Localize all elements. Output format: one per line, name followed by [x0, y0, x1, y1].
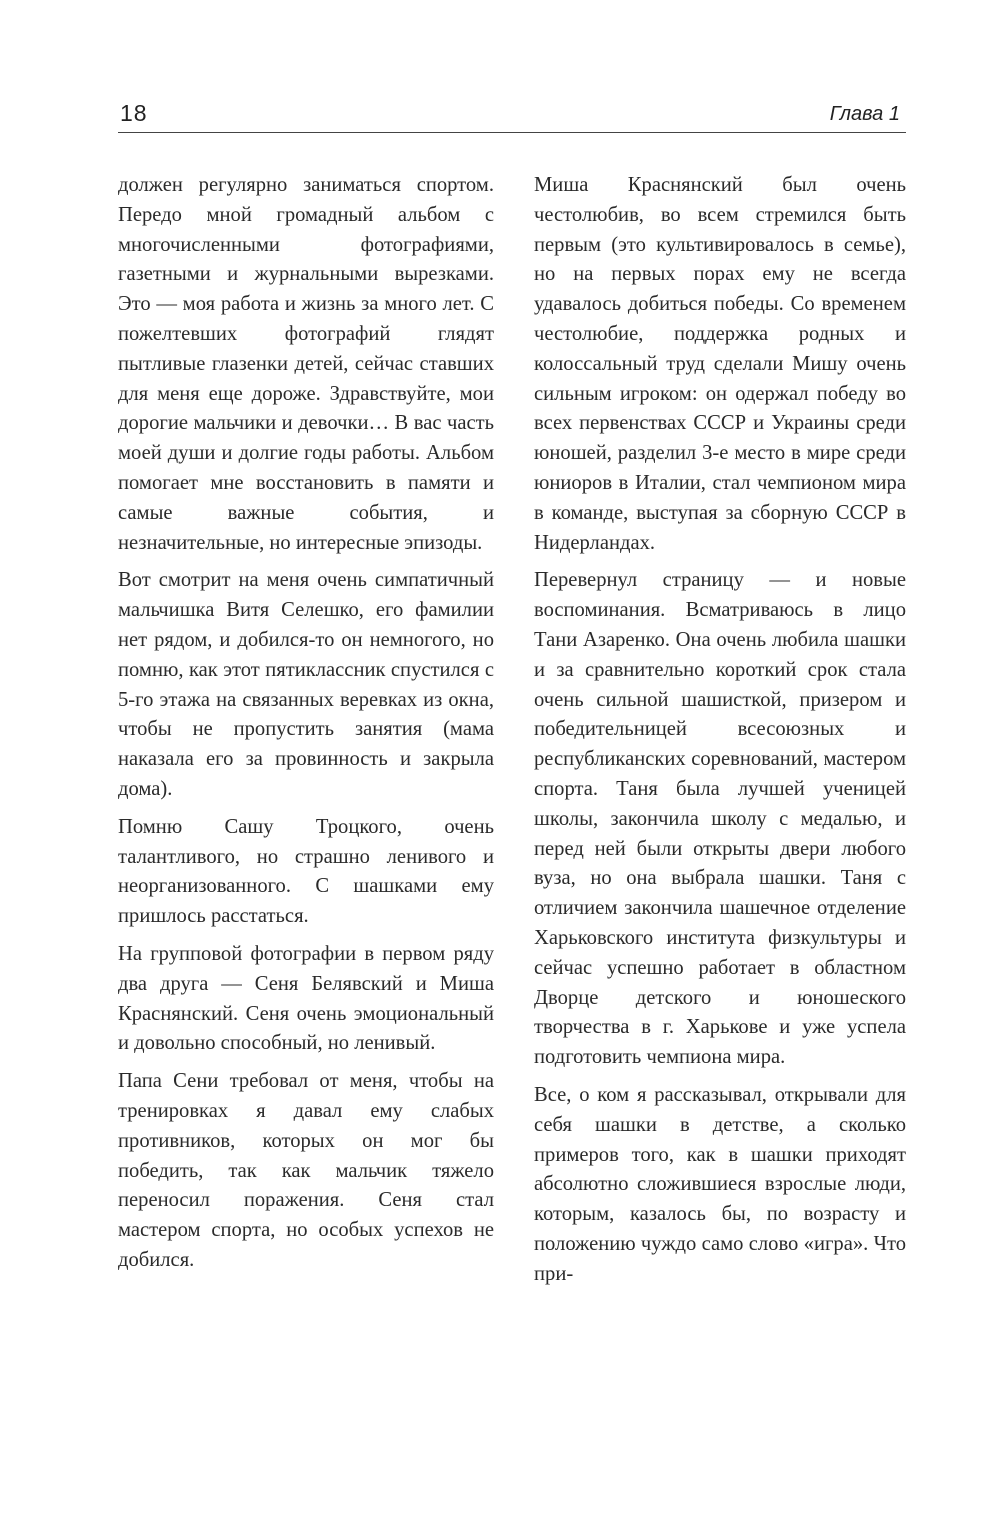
paragraph: Вот смотрит на меня очень симпатичный мальчишка Витя Селешко, его фамилии нет рядом, и добился-то он немногого, но помню, как этот пятиклассник спустился с 5-го этажа на связанных веревках из окна, чтобы не пропустить занятия (мама наказала его за провинность и закрыла дома). [118, 569, 494, 800]
paragraph: Все, о ком я рассказывал, открывали для себя шашки в детстве, а сколько примеров того, как в шашки приходят абсолютно сложившиеся взрослые люди, которым, казалось бы, по возрасту и положению чуждо само слово «игра». Что при- [534, 1083, 906, 1285]
paragraph: Папа Сени требовал от меня, чтобы на тренировках я давал ему слабых противников, которых он мог бы победить, так как мальчик тяжело переносил поражения. Сеня стал мастером спорта, но особых успехов не добился. [118, 1070, 494, 1271]
page-header [118, 98, 906, 133]
paragraph: Помню Сашу Троцкого, очень талантливого, но страшно ленивого и неорганизованного. С шашками ему пришлось расстаться. [118, 815, 494, 928]
paragraph: должен регулярно заниматься спортом. Передо мной громадный альбом с многочисленными фотографиями, газетными и журнальными вырезками. Это — моя работа и жизнь за много лет. С пожелтевших фотографий глядят пытливые глазенки детей, сейчас ставших для меня еще дороже. Здравствуйте, мои дорогие мальчики и девочки… В вас часть моей души и долгие годы работы. Альбом помогает мне восстановить в памяти и самые важные события, и незначительные, но интересные эпизоды. [118, 174, 494, 554]
paragraph: Миша Краснянский был очень честолюбив, во всем стремился быть первым (это культивировалось в семье), но на первых порах ему не всегда удавалось добиться победы. Со временем честолюбие, поддержка родных и колоссальный труд сделали Мишу очень сильным игроком: он одержал победу во всех первенствах СССР и Украины среди юношей, разделил 3-е место в мире среди юниоров в Италии, стал чемпионом мира в команде, выступая за сборную СССР в Нидерландах. [534, 174, 906, 554]
paragraph: На групповой фотографии в первом ряду два друга — Сеня Белявский и Миша Краснянский. Сеня очень эмоциональный и довольно способный, но ленивый. [118, 942, 494, 1055]
right-column [534, 171, 906, 1297]
page-number: 18 [120, 100, 148, 126]
running-head: Глава 1 [829, 103, 900, 125]
paragraph: Перевернул страницу — и новые воспоминания. Всматриваюсь в лицо Тани Азаренко. Она очень любила шашки и за сравнительно короткий срок стала очень сильной шашисткой, призером и победительницей всесоюзных и республиканских соревнований, мастером спорта. Таня была лучшей ученицей школы, закончила школу с медалью, и перед ней были открыты двери любого вуза, но она выбрала шашки. Таня с отличием закончила шашечное отделение Харьковского института физкультуры и сейчас успешно работает в областном Дворце детского и юношеского творчества в г. Харькове и уже успела подготовить чемпиона мира. [534, 569, 906, 1069]
left-column [118, 171, 494, 1284]
